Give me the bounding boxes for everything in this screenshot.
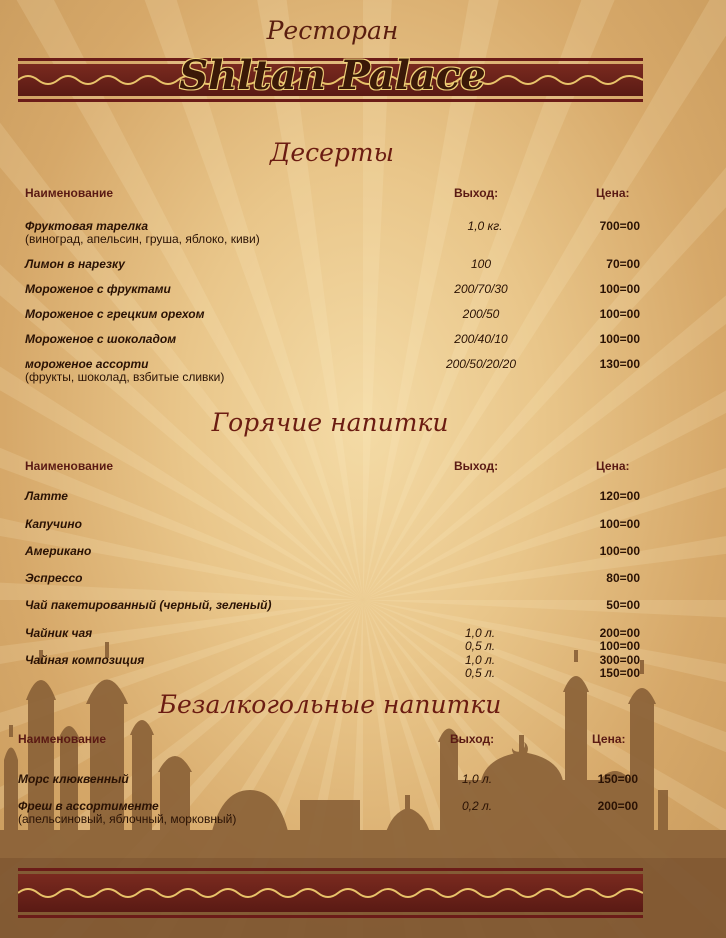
menu-item: Фреш в ассортименте bbox=[18, 799, 159, 813]
menu-item: Капучино bbox=[25, 517, 82, 531]
hot-drinks-header-price: Цена: bbox=[596, 459, 630, 473]
desserts-header-name: Наименование bbox=[25, 186, 114, 200]
section-title-desserts: Десерты bbox=[270, 138, 394, 167]
menu-item: Латте bbox=[25, 489, 68, 503]
menu-item-price: 80=00 bbox=[606, 571, 640, 585]
menu-item-price: 50=00 bbox=[606, 598, 640, 612]
bottom-ornament-band bbox=[18, 868, 643, 918]
hot-drinks-header-name: Наименование bbox=[25, 459, 114, 473]
desserts-header-output: Выход: bbox=[454, 186, 499, 200]
menu-item-price: 100=00 bbox=[599, 307, 640, 321]
menu-item-output: 1,0 л. bbox=[464, 626, 496, 640]
menu-item-price: 130=00 bbox=[599, 357, 640, 371]
menu-item: мороженое ассорти bbox=[25, 357, 149, 371]
menu-item-output: 1,0 л. bbox=[461, 772, 493, 786]
brand-name: Shltan Palace bbox=[179, 52, 486, 99]
menu-item: Фруктовая тарелка bbox=[25, 219, 149, 233]
menu-item: Мороженое с шоколадом bbox=[25, 332, 177, 346]
menu-item-note: (фрукты, шоколад, взбитые сливки) bbox=[25, 370, 225, 384]
menu-item-output: 0,2 л. bbox=[461, 799, 493, 813]
menu-item-output: 0,5 л. bbox=[464, 639, 496, 653]
menu-item-price: 100=00 bbox=[599, 282, 640, 296]
menu-item: Морс клюквенный bbox=[18, 772, 129, 786]
desserts-header-price: Цена: bbox=[596, 186, 630, 200]
soft-drinks-header-output: Выход: bbox=[450, 732, 495, 746]
menu-item-price: 200=00 bbox=[599, 626, 640, 640]
menu-item-output: 200/40/10 bbox=[454, 332, 508, 346]
menu-item-price: 150=00 bbox=[597, 772, 638, 786]
menu-item-price: 700=00 bbox=[599, 219, 640, 233]
menu-item-price: 300=00 bbox=[599, 653, 640, 667]
menu-item-output: 1,0 кг. bbox=[467, 219, 503, 233]
menu-item-output: 200/70/30 bbox=[454, 282, 508, 296]
menu-item-output: 200/50/20/20 bbox=[445, 357, 517, 371]
menu-item-price: 150=00 bbox=[599, 666, 640, 680]
menu-item: Мороженое с грецким орехом bbox=[25, 307, 205, 321]
menu-item-price: 100=00 bbox=[599, 332, 640, 346]
menu-item-price: 100=00 bbox=[599, 517, 640, 531]
menu-item-price: 120=00 bbox=[599, 489, 640, 503]
menu-item-price: 100=00 bbox=[599, 639, 640, 653]
menu-item: Чайная композиция bbox=[25, 653, 145, 667]
menu-item-note: (виноград, апельсин, груша, яблоко, киви) bbox=[25, 232, 260, 246]
section-title-soft-drinks: Безалкогольные напитки bbox=[158, 690, 502, 719]
hot-drinks-header-output: Выход: bbox=[454, 459, 499, 473]
bottom-ornament-pattern bbox=[18, 885, 643, 901]
menu-item: Лимон в нарезку bbox=[25, 257, 125, 271]
soft-drinks-header-price: Цена: bbox=[592, 732, 626, 746]
menu-item: Чай пакетированный (черный, зеленый) bbox=[25, 598, 272, 612]
menu-item-output: 0,5 л. bbox=[464, 666, 496, 680]
menu-item-note: (апельсиновый, яблочный, морковный) bbox=[18, 812, 237, 826]
menu-item-output: 200/50 bbox=[462, 307, 500, 321]
menu-item: Эспрессо bbox=[25, 571, 83, 585]
restaurant-label: Ресторан bbox=[266, 16, 399, 45]
menu-item-price: 200=00 bbox=[597, 799, 638, 813]
menu-item: Американо bbox=[25, 544, 92, 558]
menu-item: Мороженое с фруктами bbox=[25, 282, 171, 296]
soft-drinks-header-name: Наименование bbox=[18, 732, 107, 746]
menu-item-output: 100 bbox=[470, 257, 492, 271]
menu-item-output: 1,0 л. bbox=[464, 653, 496, 667]
section-title-hot-drinks: Горячие напитки bbox=[211, 408, 449, 437]
menu-item-price: 70=00 bbox=[606, 257, 640, 271]
menu-item: Чайник чая bbox=[25, 626, 93, 640]
menu-item-price: 100=00 bbox=[599, 544, 640, 558]
